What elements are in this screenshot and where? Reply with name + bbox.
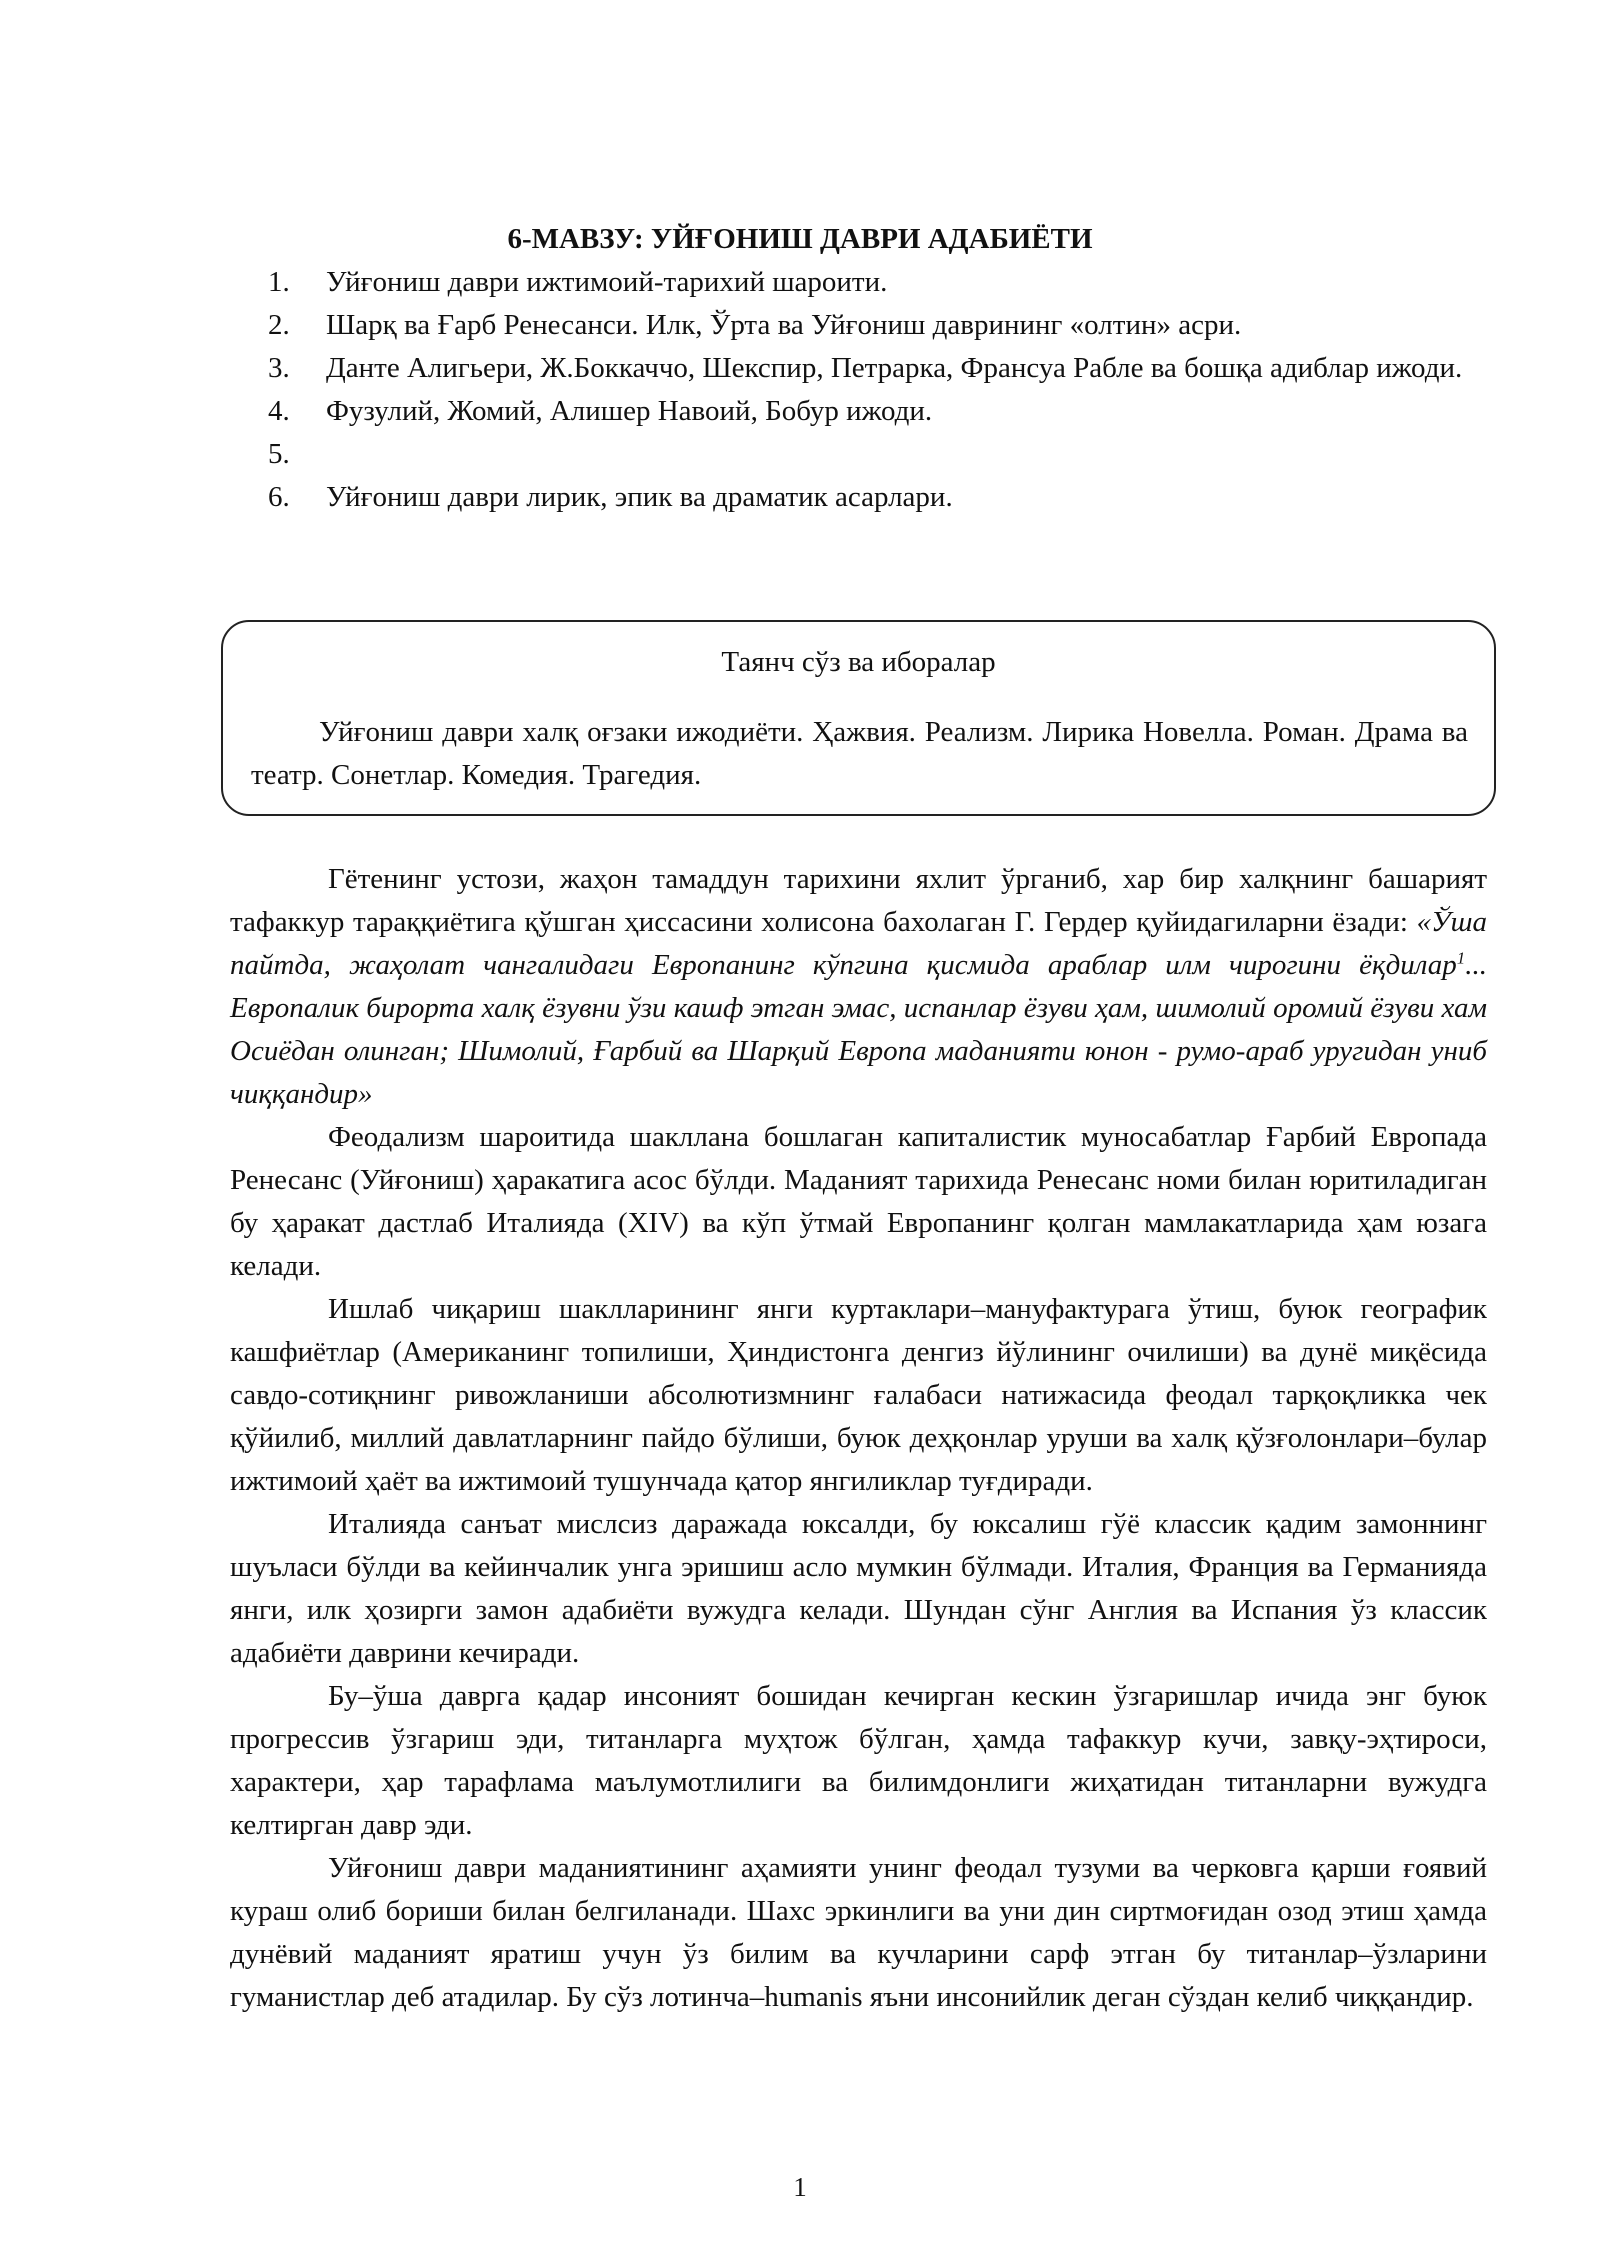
keywords-box <box>221 620 1496 816</box>
page-title: 6-МАВЗУ: УЙҒОНИШ ДАВРИ АДАБИЁТИ <box>507 223 1093 255</box>
quote-text: ... Европалик бирорта халқ ёзувни ўзи кашф этган эмас, испанлар ёзуви ҳам, шимолий оромий ёзуви хам Осиёдан олинган; Шимолий, Ғарбий ва Шарқий Европа маданияти юнон - румо-араб уругидан униб чиққандир» <box>230 949 1487 1110</box>
keywords-title: Таянч сўз ва иборалар <box>721 646 996 678</box>
keywords-text: Уйғониш даври халқ оғзаки ижодиёти. Ҳажвия. Реализм. Лирика Новелла. Роман. Драма ва театр. Сонетлар. Комедия. Трагедия. <box>251 716 1468 791</box>
topic-item <box>268 433 1490 476</box>
topic-list <box>268 261 1490 519</box>
topic-item <box>268 476 1490 519</box>
paragraph: Италияда санъат мислсиз даражада юксалди, бу юксалиш гўё классик қадим замоннинг шуъласи бўлди ва кейинчалик унга эришиш асло мумкин бўлмади. Италия, Франция ва Германияда янги, илк ҳозирги замон адабиёти вужудга келади. Шундан сўнг Англия ва Испания ўз классик адабиёти даврини кечиради. <box>230 1508 1487 1669</box>
topic-text: Фузулий, Жомий, Алишер Навоий, Бобур ижоди. <box>326 395 933 427</box>
topic-item <box>268 304 1490 347</box>
footnote-marker[interactable]: 1 <box>1456 948 1466 968</box>
topic-number: 3. <box>268 352 290 384</box>
topic-number: 2. <box>268 309 290 341</box>
topic-number: 5. <box>268 438 290 470</box>
paragraph-text: Гётенинг устози, жаҳон тамаддун тарихини яхлит ўрганиб, хар бир халқнинг башарият тафаккур тараққиётига қўшган ҳиссасини холисона бахолаган Г. Гердер қуйидагиларни ёзади: <box>230 863 1487 938</box>
topic-number: 4. <box>268 395 290 427</box>
paragraph <box>230 858 1487 1116</box>
paragraph: Ишлаб чиқариш шаклларининг янги куртаклари–мануфактурага ўтиш, буюк географик кашфиётлар (Американинг топилиши, Ҳиндистонга денгиз йўлининг очилиши) ва дунё миқёсида савдо-сотиқнинг ривожланиши абсолютизмнинг ғалабаси натижасида феодал тарқоқликка чек қўйилиб, миллий давлатларнинг пайдо бўлиши, буюк деҳқонлар уруши ва халқ қўзғолонлари–булар ижтимоий ҳаёт ва ижтимоий тушунчада қатор янгиликлар туғдиради. <box>230 1293 1487 1497</box>
topic-text: Уйғониш даври лирик, эпик ва драматик асарлари. <box>326 481 953 513</box>
topic-text: Уйғониш даври ижтимоий-тарихий шароити. <box>326 266 888 298</box>
paragraph: Бу–ўша даврга қадар инсоният бошидан кечирган кескин ўзгаришлар ичида энг буюк прогрессив ўзгариш эди, титанларга муҳтож бўлган, ҳамда тафаккур кучи, завқу-эҳтироси, характери, ҳар тарафлама маълумотлилиги ва билимдонлиги жиҳатидан титанларни вужудга келтирган давр эди. <box>230 1680 1487 1841</box>
main-text <box>230 858 1487 2019</box>
topic-item <box>268 347 1490 390</box>
topic-text: Данте Алигьери, Ж.Боккаччо, Шекспир, Петрарка, Франсуа Рабле ва бошқа адиблар ижоди. <box>326 352 1463 384</box>
paragraph: Уйғониш даври маданиятининг аҳамияти унинг феодал тузуми ва черковга қарши ғоявий кураш олиб бориши билан белгиланади. Шахс эркинлиги ва уни дин сиртмоғидан озод этиш ҳамда дунёвий маданият яратиш учун ўз билим ва кучларини сарф этган бу титанлар–ўзларини гуманистлар деб атадилар. Бу сўз лотинча–humanis яъни инсонийлик деган сўздан келиб чиққандир. <box>230 1852 1487 2013</box>
topic-number: 6. <box>268 481 290 513</box>
topic-text: Шарқ ва Ғарб Ренесанси. Илк, Ўрта ва Уйғониш даврининг «олтин» асри. <box>326 309 1242 341</box>
page-number: 1 <box>793 2172 807 2202</box>
topic-item <box>268 261 1490 304</box>
quote-text: «Ўша пайтда, жаҳолат чангалидаги Европанинг кўпгина қисмида араблар илм чирогини ёқдилар <box>230 906 1487 981</box>
topic-item <box>268 390 1490 433</box>
topic-number: 1. <box>268 266 290 298</box>
topic-text <box>326 438 333 470</box>
paragraph: Феодализм шароитида шакллана бошлаган капиталистик муносабатлар Ғарбий Европада Ренесанс (Уйғониш) ҳаракатига асос бўлди. Маданият тарихида Ренесанс номи билан юритиладиган бу ҳаракат дастлаб Италияда (XIV) ва кўп ўтмай Европанинг қолган мамлакатларида ҳам юзага келади. <box>230 1121 1487 1282</box>
